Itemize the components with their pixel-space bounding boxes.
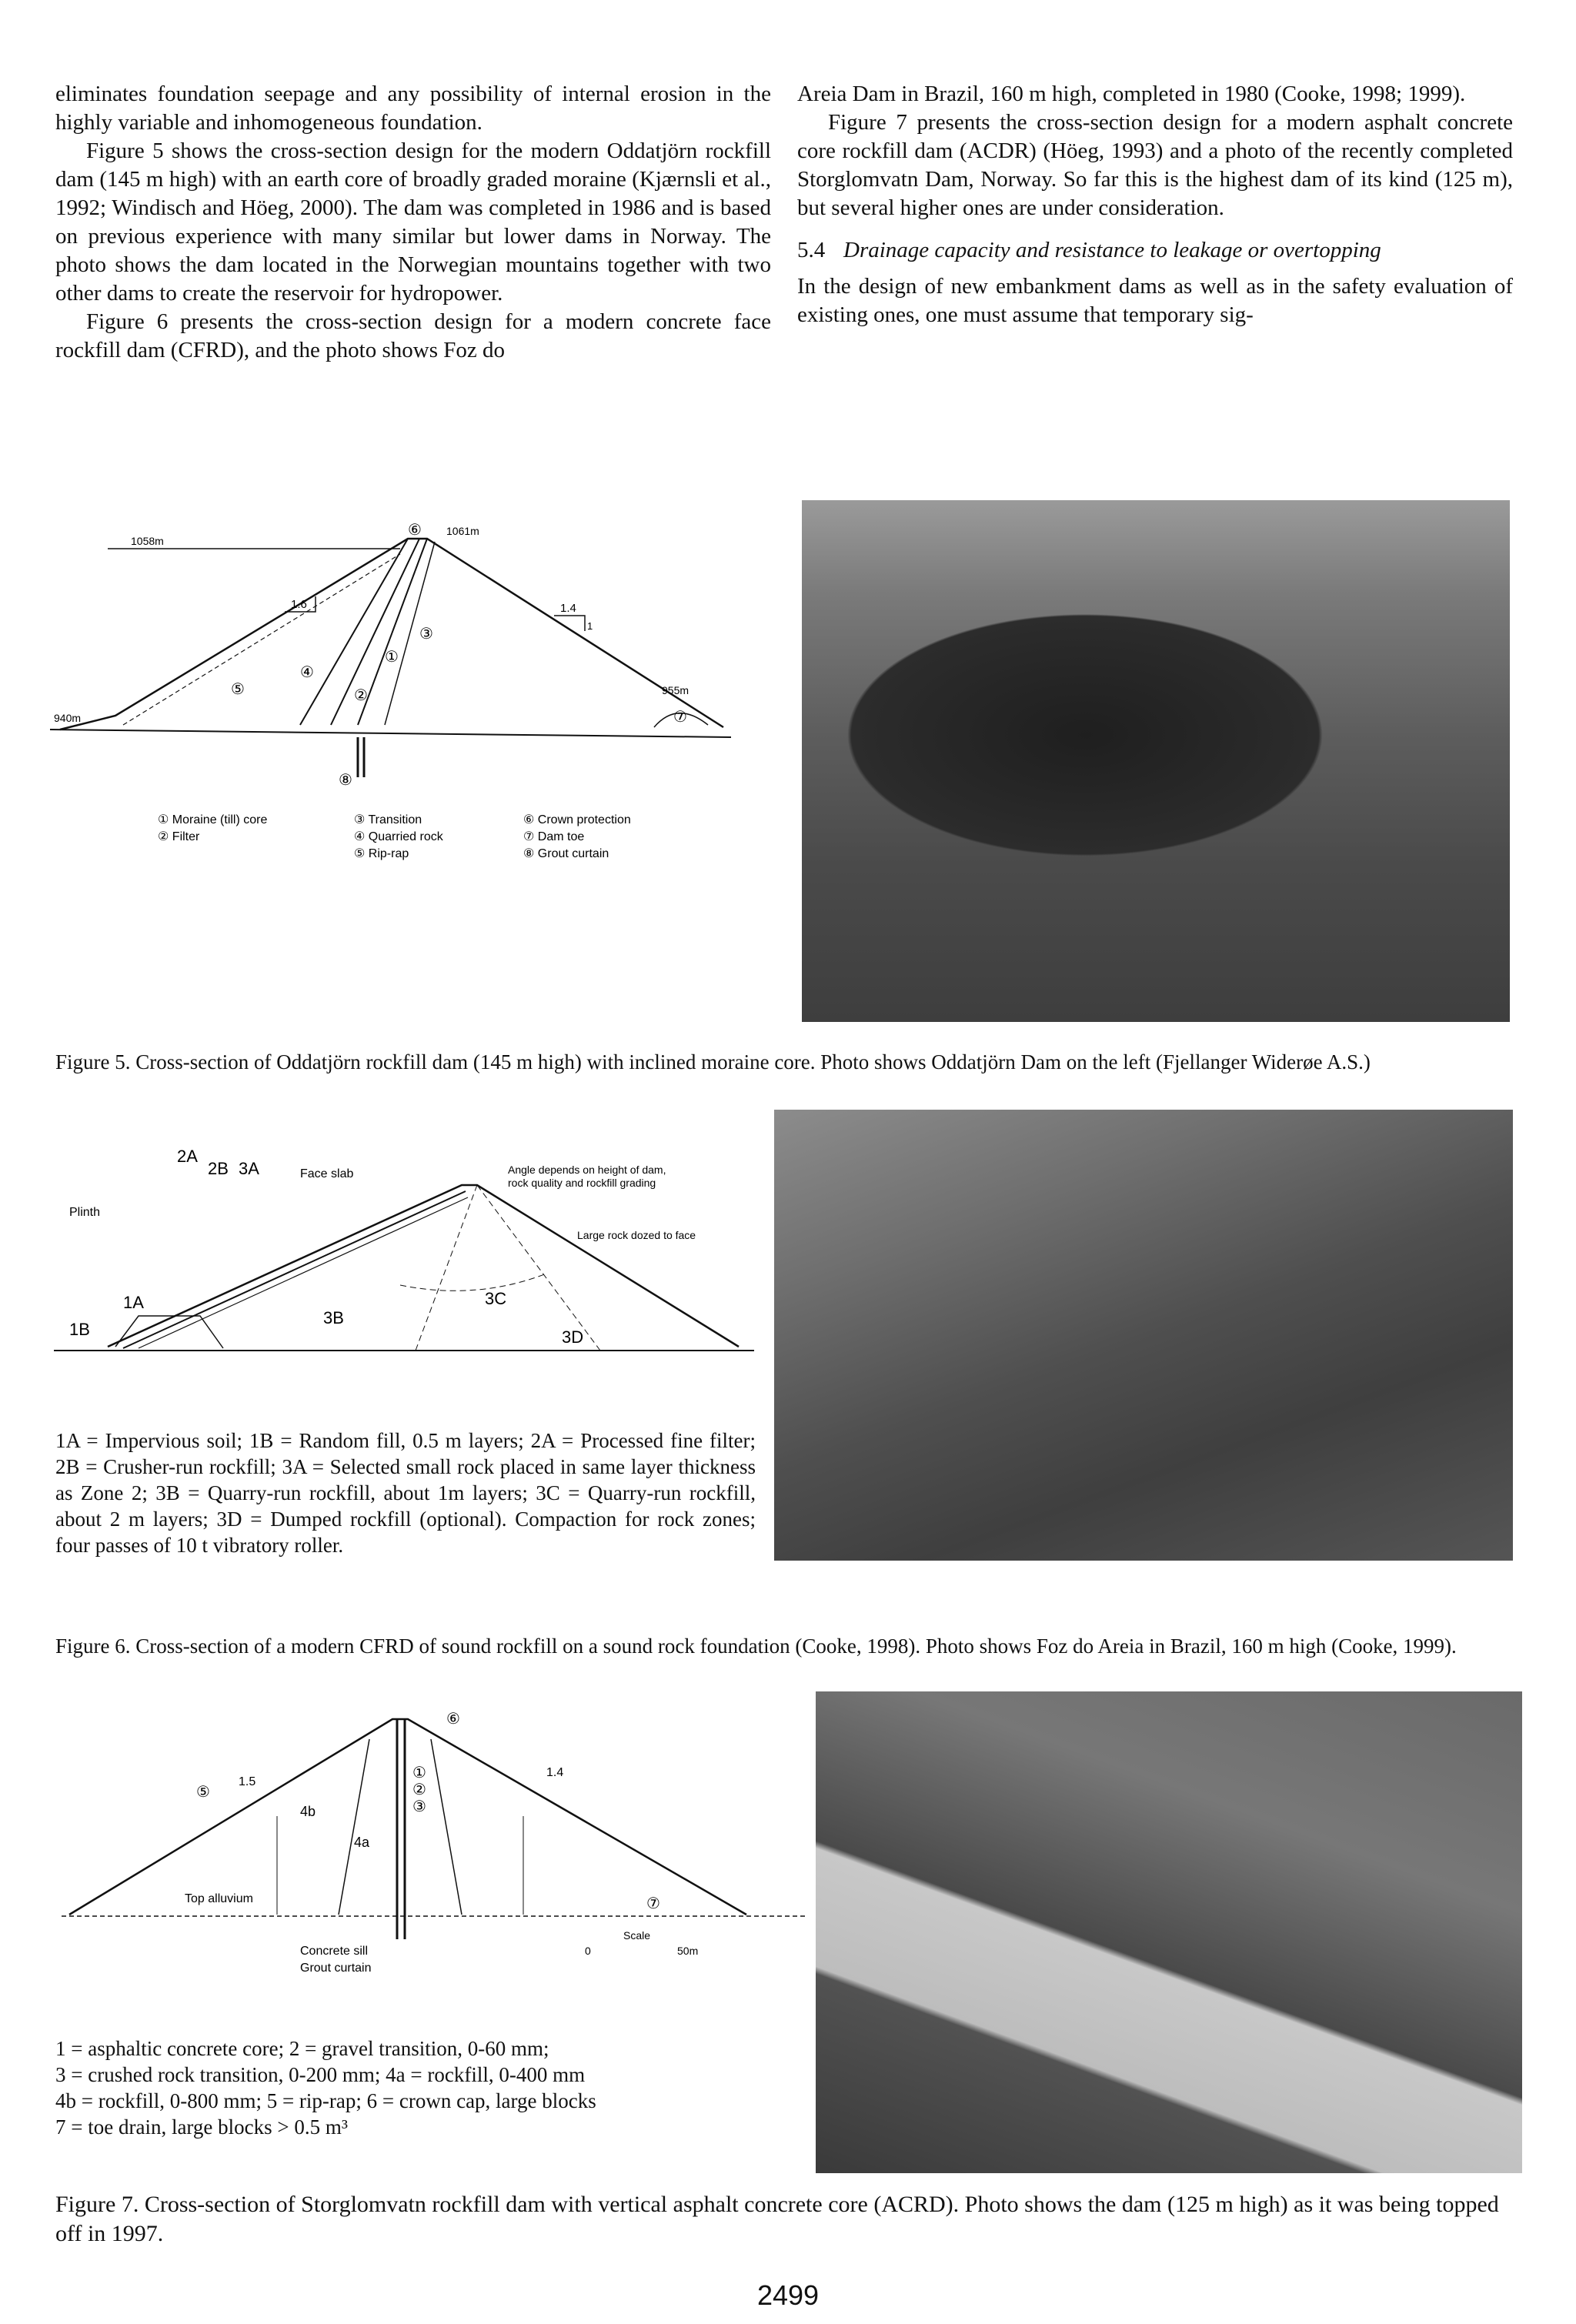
fig6-zone-2b: 2B xyxy=(208,1159,229,1178)
fig6-zone-1a: 1A xyxy=(123,1293,144,1312)
left-paragraph-1: eliminates foundation seepage and any possibility of internal erosion in the highly variable and inhomogeneous foundation. xyxy=(55,82,771,135)
fig6-zone-3b: 3B xyxy=(323,1308,344,1327)
figure5-photo xyxy=(802,500,1510,1022)
fig6-legend-text: 1A = Impervious soil; 1B = Random fill, 0.5 m layers; 2A = Processed fine filter; 2B = Crusher-run rockfill; 3A = Selected small rock placed in same layer thickness as Zone 2; 3B = Quarry-run rockfill, about 1m layers; 3C = Quarry-run rockfill, about 2 m layers; 3D = Dumped rockfill (optional). Compaction for rock zones; four passes of 10 t vibratory roller. xyxy=(55,1429,756,1557)
figure5-caption: Figure 5. Cross-section of Oddatjörn rockfill dam (145 m high) with inclined moraine core. Photo shows Oddatjörn Dam on the left (Fjellanger Widerøe A.S.) xyxy=(55,1050,1371,1074)
right-paragraph-2: Figure 7 presents the cross-section design for a modern asphalt concrete core rockfill dam (ACDR) (Höeg, 1993) and a photo of the recently completed Storglomvatn Dam, Norway. So far this is the highest dam of its kind (125 m), but several higher ones are under consideration. xyxy=(797,110,1513,220)
fig7-grout-curtain: Grout curtain xyxy=(300,1962,372,1975)
figure7-photo xyxy=(816,1691,1522,2173)
fig6-plinth: Plinth xyxy=(69,1206,101,1219)
fig5-legend-crown: ⑥ Crown protection xyxy=(523,813,631,826)
page-number: 2499 xyxy=(756,2279,820,2311)
right-paragraph-1: Areia Dam in Brazil, 160 m high, completed in 1980 (Cooke, 1998; 1999). xyxy=(797,82,1466,106)
fig7-zone-3: ③ xyxy=(412,1798,426,1815)
figure6-diagram xyxy=(46,1100,762,1424)
figure6-legend xyxy=(55,1427,756,1558)
fig6-zone-2a: 2A xyxy=(177,1147,198,1166)
fig5-legend-core: ① Moraine (till) core xyxy=(158,813,268,826)
section-title: Drainage capacity and resistance to leakage or overtopping xyxy=(843,238,1381,262)
fig7-legend-line-4: 7 = toe drain, large blocks > 0.5 m³ xyxy=(55,2115,348,2139)
figure7-cross-section xyxy=(46,1708,816,2032)
fig5-zone-1: ① xyxy=(385,649,399,666)
figure7-caption: Figure 7. Cross-section of Storglomvatn rockfill dam with vertical asphalt concrete core (ACRD). Photo shows the dam (125 m high) as it was being topped off in 1997. xyxy=(55,2192,1499,2246)
fig7-legend-line-2: 3 = crushed rock transition, 0-200 mm; 4a = rockfill, 0-400 mm xyxy=(55,2063,586,2086)
fig5-zone-4a: ④ xyxy=(300,664,314,681)
right-paragraph-3: In the design of new embankment dams as well as in the safety evaluation of existing ones, one must assume that temporary sig- xyxy=(797,274,1513,327)
left-paragraph-2: Figure 5 shows the cross-section design for the modern Oddatjörn rockfill dam (145 m high) with an earth core of broadly graded moraine (Kjærnsli et al., 1992; Windisch and Höeg, 2000). The dam was completed in 1986 and is based on previous experience with many similar but lower dams in Norway. The photo shows the dam located in the Norwegian mountains together with two other dams to create the reservoir for hydropower. xyxy=(55,139,771,306)
fig7-zone-1: ① xyxy=(412,1765,426,1781)
fig5-slope-unit: 1 xyxy=(587,620,593,632)
fig6-zone-3d: 3D xyxy=(562,1327,584,1347)
fig6-large-rock: Large rock dozed to face xyxy=(577,1229,696,1241)
fig6-zone-3c: 3C xyxy=(485,1289,507,1308)
fig5-zone-7: ⑦ xyxy=(673,709,687,726)
fig5-zone-5: ⑤ xyxy=(231,681,245,698)
fig6-zone-3a: 3A xyxy=(239,1159,259,1178)
fig5-elev-water: 1058m xyxy=(131,535,164,547)
fig7-legend-line-1: 1 = asphaltic concrete core; 2 = gravel transition, 0-60 mm; xyxy=(55,2037,549,2060)
fig5-zone-8: ⑧ xyxy=(339,772,352,789)
fig5-elev-left: 940m xyxy=(54,712,82,724)
fig5-zone-6: ⑥ xyxy=(408,523,422,539)
figure6-caption: Figure 6. Cross-section of a modern CFRD of sound rockfill on a sound rock foundation (Cooke, 1998). Photo shows Foz do Areia in Brazil, 160 m high (Cooke, 1999). xyxy=(55,1634,1457,1658)
fig7-top-alluvium: Top alluvium xyxy=(185,1892,253,1905)
fig7-slope-left: 1.5 xyxy=(239,1775,256,1788)
fig7-zone-4b: 4b xyxy=(300,1804,316,1819)
fig7-concrete-sill: Concrete sill xyxy=(300,1945,369,1958)
figure7-diagram xyxy=(46,1708,816,2032)
fig5-elev-right: 955m xyxy=(662,684,690,696)
fig6-angle-note-2: rock quality and rockfill grading xyxy=(508,1177,656,1189)
figure6-photo xyxy=(774,1110,1513,1561)
fig5-slope-left: 1.6 xyxy=(291,598,307,611)
section-heading xyxy=(797,236,1513,265)
left-paragraph-3: Figure 6 presents the cross-section design for a modern concrete face rockfill dam (CFRD), and the photo shows Foz do xyxy=(55,309,771,362)
fig7-zone-6: ⑥ xyxy=(446,1711,460,1728)
fig7-legend-line-3: 4b = rockfill, 0-800 mm; 5 = rip-rap; 6 = crown cap, large blocks xyxy=(55,2089,596,2112)
fig5-elev-crest: 1061m xyxy=(446,525,479,537)
fig7-zone-2: ② xyxy=(412,1781,426,1798)
fig6-face-slab: Face slab xyxy=(300,1167,354,1180)
fig7-zone-5: ⑤ xyxy=(196,1784,210,1801)
figure6-cross-section xyxy=(46,1100,762,1424)
fig5-legend-filter: ② Filter xyxy=(158,830,200,843)
right-column xyxy=(797,80,1513,329)
fig5-legend-riprap: ⑤ Rip-rap xyxy=(354,847,409,860)
left-column xyxy=(55,80,771,365)
fig7-zone-7: ⑦ xyxy=(646,1895,660,1912)
section-number: 5.4 xyxy=(797,238,826,262)
figure5-diagram xyxy=(46,523,739,923)
fig5-legend-grout: ⑧ Grout curtain xyxy=(523,847,609,860)
fig7-scale: Scale xyxy=(623,1929,651,1942)
figure5-cross-section xyxy=(46,523,739,923)
figure7-legend xyxy=(55,2035,825,2140)
fig5-slope-right: 1.4 xyxy=(560,602,576,615)
fig7-scale-zero: 0 xyxy=(585,1945,591,1957)
fig7-scale-max: 50m xyxy=(677,1945,699,1957)
fig5-legend-toe: ⑦ Dam toe xyxy=(523,830,585,843)
fig5-legend-quarried: ④ Quarried rock xyxy=(354,830,443,843)
fig5-legend-transition: ③ Transition xyxy=(354,813,422,826)
fig7-zone-4a: 4a xyxy=(354,1835,370,1850)
fig6-zone-1b: 1B xyxy=(69,1320,90,1339)
fig6-angle-note-1: Angle depends on height of dam, xyxy=(508,1164,666,1176)
fig5-zone-2: ② xyxy=(354,687,368,704)
fig7-slope-right: 1.4 xyxy=(546,1766,564,1779)
fig5-zone-3: ③ xyxy=(419,626,433,643)
